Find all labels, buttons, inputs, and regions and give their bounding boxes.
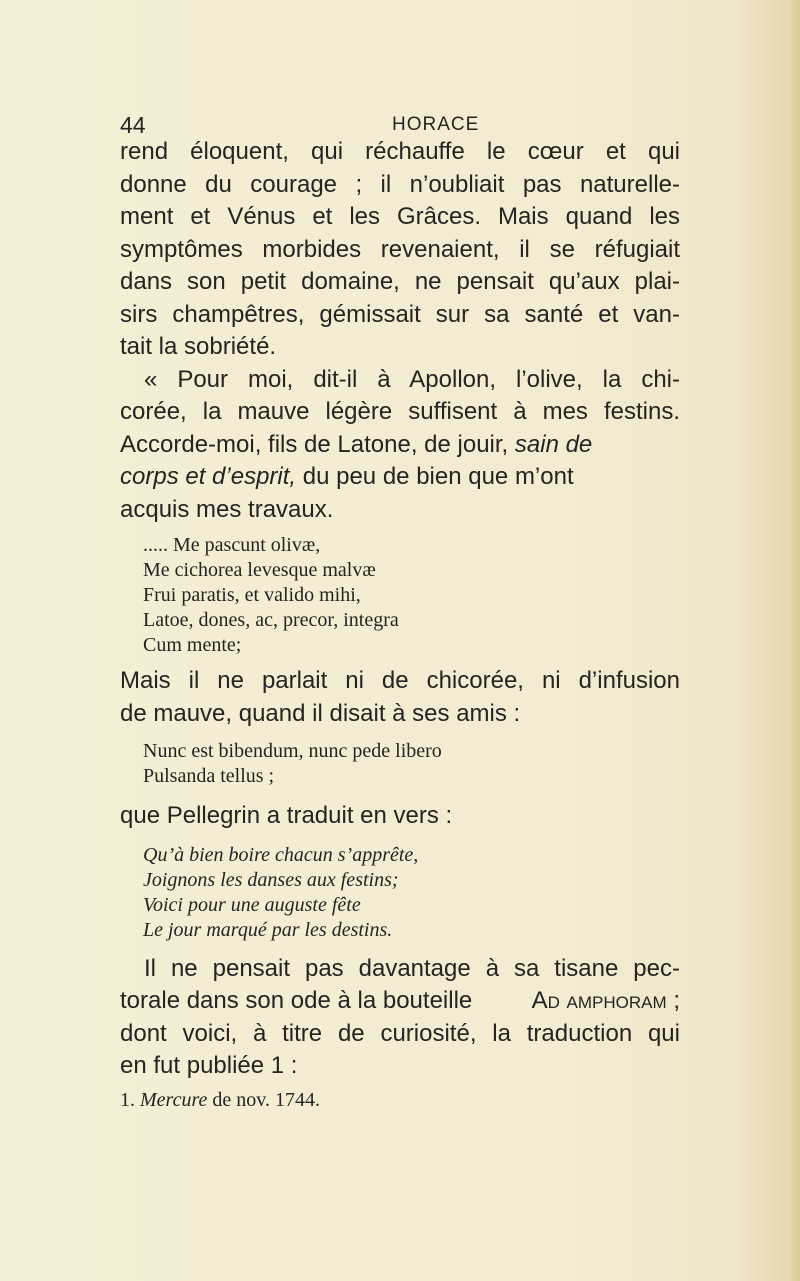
text-line: Mais il ne parlait ni de chicorée, ni d’infusion (120, 667, 680, 694)
page-number: 44 (120, 112, 146, 138)
text-line (120, 461, 680, 494)
italic-span: sain de (514, 430, 593, 458)
text-line: que Pellegrin a traduit en vers : (120, 802, 453, 829)
italic-span: corps et d’esprit, (120, 463, 297, 490)
running-title: HORACE (392, 114, 480, 135)
verse-line: Joignons les danses aux festins; (143, 868, 399, 891)
paragraph-3 (120, 665, 680, 730)
verse-line: Frui paratis, et valido mihi, (143, 584, 361, 606)
footnote-number: 1. (120, 1088, 135, 1111)
paragraph-2 (120, 364, 680, 527)
verse-line: ..... Me pascunt olivæ, (143, 534, 321, 556)
text-line: en fut publiée 1 : (120, 1052, 298, 1079)
verse-line: Qu’à bien boire chacun s’apprête, (143, 843, 419, 866)
text-span: du peu de bien que m’ont (302, 463, 574, 490)
text-line (120, 429, 680, 462)
latin-verse-1 (120, 533, 680, 658)
text-line: corée, la mauve légère suffisent à mes festins. (120, 398, 680, 425)
verse-line: Pulsanda tellus ; (143, 765, 275, 787)
text-line: « Pour moi, dit-il à Apollon, l’olive, la chi- (144, 365, 680, 393)
text-line: Il ne pensait pas davantage à sa tisane pec- (144, 954, 680, 982)
paragraph-5 (120, 953, 680, 1083)
footnote-title: Mercure (140, 1088, 208, 1111)
text-line: symptômes morbides revenaient, il se réfugiait (120, 235, 680, 263)
paragraph-1 (120, 136, 680, 364)
smallcaps-span: Ad amphoram (531, 987, 667, 1014)
text-span: Accorde-moi, fils de Latone, de jouir, (120, 430, 509, 458)
footnote-text: de nov. 1744. (212, 1088, 320, 1111)
verse-line: Me cichorea levesque malvæ (143, 559, 376, 581)
text-line: tait la sobriété. (120, 333, 277, 360)
text-span: ; (666, 987, 680, 1014)
text-span: torale dans son ode à la bouteille (120, 987, 473, 1014)
text-line: dans son petit domaine, ne pensait qu’aux plai- (120, 268, 680, 295)
latin-verse-2 (120, 739, 680, 789)
verse-line: Le jour marqué par les destins. (143, 918, 393, 941)
verse-line: Cum mente; (143, 634, 242, 656)
text-line: ment et Vénus et les Grâces. Mais quand les (120, 203, 680, 230)
text-line: donne du courage ; il n’oubliait pas naturelle- (120, 170, 680, 198)
text-line: dont voici, à titre de curiosité, la traduction qui (120, 1019, 680, 1047)
verse-line: Nunc est bibendum, nunc pede libero (143, 740, 442, 762)
text-line: sirs champêtres, gémissait sur sa santé et van- (120, 300, 680, 328)
text-line: acquis mes travaux. (120, 495, 334, 523)
paragraph-4 (120, 800, 680, 833)
page-edge (786, 0, 800, 1281)
french-verse (120, 843, 680, 943)
footnote (120, 1087, 680, 1113)
text-line (120, 985, 680, 1018)
text-span-group (532, 985, 680, 1018)
page-text (120, 136, 680, 1113)
verse-line: Voici pour une auguste fête (143, 893, 361, 916)
verse-line: Latoe, dones, ac, precor, integra (143, 609, 399, 631)
text-line: de mauve, quand il disait à ses amis : (120, 699, 521, 727)
text-line: rend éloquent, qui réchauffe le cœur et qui (120, 138, 680, 165)
